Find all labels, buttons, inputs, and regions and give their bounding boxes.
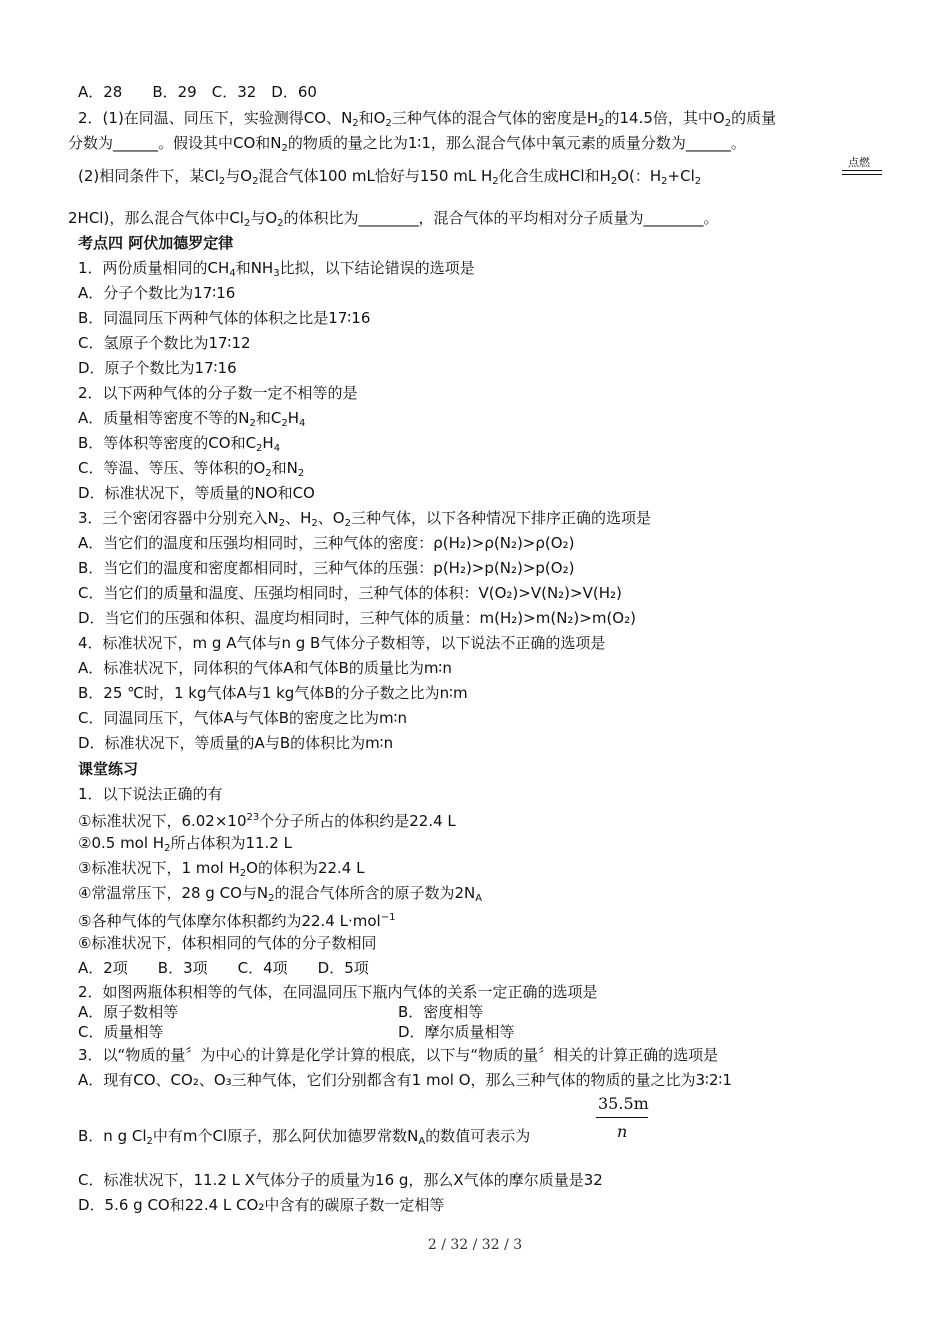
p2-question: 2．如图两瓶体积相等的气体，在同温同压下瓶内气体的关系一定正确的选项是 — [78, 983, 598, 1001]
p3-question: 3．以“物质的量〞为中心的计算是化学计算的根底，以下与“物质的量〞相关的计算正确的选项是 — [78, 1046, 719, 1064]
s2-option-d: D．标准状况下，等质量的NO和CO — [78, 484, 315, 502]
p2-option-c: C．质量相等 — [78, 1023, 164, 1041]
s3-option-c: C．当它们的质量和温度、压强均相同时，三种气体的体积：V(O₂)>V(N₂)>V(H₂) — [78, 584, 622, 602]
prev-options: A．28 B．29 C．32 D．60 — [78, 83, 317, 101]
s2-option-c: C．等温、等压、等体积的$O_2$和$N_2$ — [78, 459, 305, 479]
s1-option-a: A．分子个数比为17∶16 — [78, 284, 236, 302]
s3-option-b: B．当它们的温度和密度都相同时，三种气体的压强：p(H₂)>p(N₂)>p(O₂) — [78, 559, 575, 577]
p1-statement-3: ③标准状况下，1 mol $H_2O$的体积为22.4 L — [78, 859, 365, 879]
section-heading: 考点四 阿伏加德罗定律 — [78, 234, 234, 252]
p1-statement-5: ⑤各种气体的气体摩尔体积都约为22.4 L·mol$^{-1}$ — [78, 912, 396, 930]
s1-question: 1．两份质量相同的$CH_4$和$NH_3$比拟，以下结论错误的选项是 — [78, 259, 475, 279]
p3-option-c: C．标准状况下，11.2 L X气体分子的质量为16 g，那么X气体的摩尔质量是32 — [78, 1171, 603, 1189]
p2-option-b: B．密度相等 — [398, 1003, 484, 1021]
s1-option-b: B．同温同压下两种气体的体积之比是17∶16 — [78, 309, 371, 327]
p1-statement-6: ⑥标准状况下，体积相同的气体的分子数相同 — [78, 934, 377, 952]
p1-statement-2: ②0.5 mol $H_2$所占体积为11.2 L — [78, 834, 292, 854]
s1-option-d: D．原子个数比为17∶16 — [78, 359, 237, 377]
p1-options: A．2项 B．3项 C．4项 D．5项 — [78, 959, 369, 977]
s4-option-b: B．25 ℃时，1 kg气体A与1 kg气体B的分子数之比为n∶m — [78, 684, 468, 702]
p1-statement-1: ①标准状况下，$6.02\times 10^{23}$个分子所占的体积约是22.4 L — [78, 812, 456, 830]
s3-question: 3．三个密闭容器中分别充入$N_2$、$H_2$、$O_2$三种气体，以下各种情况下排序正确的选项是 — [78, 509, 651, 529]
s3-option-d: D．当它们的压强和体积、温度均相同时，三种气体的质量：m(H₂)>m(N₂)>m(O₂) — [78, 609, 636, 627]
s3-option-a: A．当它们的温度和压强均相同时，三种气体的密度：ρ(H₂)>ρ(N₂)>ρ(O₂) — [78, 534, 575, 552]
s1-option-c: C．氢原子个数比为17∶12 — [78, 334, 251, 352]
s2-question: 2．以下两种气体的分子数一定不相等的是 — [78, 384, 358, 402]
s2-option-b: B．等体积等密度的CO和$C_2H_4$ — [78, 434, 281, 454]
p1-statement-4: ④常温常压下，28 g CO与$N_2$的混合气体所含的原子数为$2N_A$ — [78, 884, 483, 904]
page-footer: 2 / 32 / 32 / 3 — [427, 1237, 523, 1253]
equals-line-1 — [842, 170, 882, 171]
q2-part1-line2: 分数为______。假设其中CO和$N_2$的物质的量之比为1∶1，那么混合气体中氧元素的质量分数为______。 — [68, 134, 746, 154]
s4-question: 4．标准状况下，m g A气体与n g B气体分子数相等，以下说法不正确的选项是 — [78, 634, 606, 652]
p2-option-d: D．摩尔质量相等 — [398, 1023, 515, 1041]
p3-option-b: B．n g $Cl_2$中有m个Cl原子，那么阿伏加德罗常数$N_A$的数值可表示为 — [78, 1127, 531, 1147]
q2-part1-line1: 2．(1)在同温、同压下，实验测得CO、$N_2$和$O_2$三种气体的混合气体的密度是$H_2$的14.5倍，其中$O_2$的质量 — [78, 109, 777, 129]
practice-heading: 课堂练习 — [78, 760, 139, 778]
reaction-condition: 点燃 — [848, 156, 870, 169]
s4-option-d: D．标准状况下，等质量的A与B的体积比为m∶n — [78, 734, 394, 752]
p3-option-a: A．现有CO、CO₂、O₃三种气体，它们分别都含有1 mol O，那么三种气体的物质的量之比为3∶2∶1 — [78, 1071, 732, 1089]
p1-question: 1．以下说法正确的有 — [78, 785, 223, 803]
s4-option-a: A．标准状况下，同体积的气体A和气体B的质量比为m∶n — [78, 659, 452, 677]
p3-option-d: D．5.6 g CO和22.4 L CO₂中含有的碳原子数一定相等 — [78, 1196, 445, 1214]
fraction-numerator: 35.5m — [598, 1094, 649, 1113]
s4-option-c: C．同温同压下，气体A与气体B的密度之比为m∶n — [78, 709, 408, 727]
q2-part2-line2: 2HCl)，那么混合气体中$Cl_2$与$O_2$的体积比为________，混合气体的平均相对分子质量为________。 — [68, 209, 719, 229]
q2-part2-line1: (2)相同条件下，某$Cl_2$与$O_2$混合气体100 mL恰好与150 mL $H_2$化合生成HCl和$H_2O$(：$H_2+Cl_2$ — [78, 167, 702, 187]
fraction-bar — [596, 1117, 648, 1118]
equals-line-2 — [842, 174, 882, 175]
fraction-denominator: n — [617, 1122, 628, 1141]
p2-option-a: A．原子数相等 — [78, 1003, 179, 1021]
s2-option-a: A．质量相等密度不等的$N_2$和$C_2H_4$ — [78, 409, 306, 429]
